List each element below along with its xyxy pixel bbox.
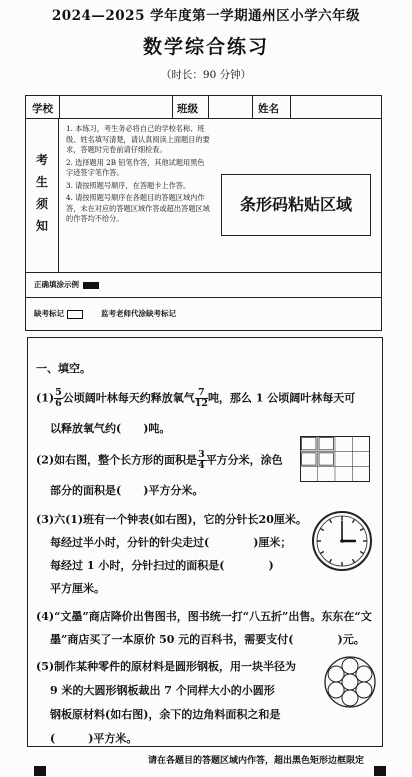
- filled-mark-icon: [83, 282, 99, 289]
- shaded-cell: [302, 438, 317, 450]
- student-info-box: [25, 95, 382, 331]
- question-text: 平方分米，涂色: [205, 453, 283, 467]
- divider: [172, 96, 173, 118]
- absent-mark-row: [34, 308, 176, 319]
- notice-char: 须: [36, 197, 49, 211]
- clock-icon: [311, 510, 373, 572]
- question-3-line-1: (3)六(1)班有一个钟表(如右图)，它的分针长20厘米。: [36, 513, 307, 526]
- shaded-cell: [319, 438, 334, 450]
- duration-note: （时长：90 分钟）: [160, 69, 252, 81]
- name-label: 姓名: [258, 103, 279, 115]
- fill-sample-label: 正确填涂示例: [34, 280, 79, 289]
- shaded-cell: [302, 453, 317, 465]
- notice-char: 考: [36, 153, 49, 167]
- absent-note: 监考老师代涂缺考标记: [101, 309, 176, 318]
- clock-tick: [353, 559, 355, 562]
- numerator: 5: [55, 387, 62, 398]
- divider: [26, 272, 381, 273]
- question-text: 吨，那么 1 公顷阔叶林每天可: [207, 391, 356, 405]
- circles-figure: [324, 656, 376, 708]
- question-text: 公顷阔叶林每天约释放氧气: [62, 391, 195, 405]
- fraction: [197, 450, 206, 471]
- question-5-line-2: 9 米的大圆形钢板裁出 7 个同样大小的小圆形: [50, 684, 275, 697]
- clock-tick: [320, 552, 323, 554]
- numerator: 3: [198, 449, 205, 460]
- question-3-line-3: 每经过 1 小时，分针扫过的面积是( ): [50, 559, 274, 572]
- question-2-line-1: [36, 450, 283, 471]
- question-5-line-1: (5)制作某种零件的原材料是圆形钢板，用一块半径为: [36, 660, 297, 673]
- question-text: (2)如右图，整个长方形的面积是: [36, 453, 198, 467]
- denominator: 4: [198, 460, 205, 471]
- notice-char: 知: [36, 219, 49, 233]
- corner-marker: [34, 766, 46, 776]
- info-header-row: [26, 96, 381, 119]
- rule-item: 3. 请按照题号顺序，在答题卡上作答。: [66, 180, 191, 190]
- shaded-rectangle-figure: [300, 436, 370, 482]
- absent-checkbox[interactable]: [67, 310, 83, 319]
- divider: [208, 96, 209, 118]
- numerator: 7: [195, 388, 208, 399]
- absent-label: 缺考标记: [34, 309, 64, 318]
- question-3-line-2: 每经过半小时，分针的针尖走过( )厘米；: [50, 536, 292, 549]
- divider: [252, 96, 253, 118]
- question-2-line-2: 部分的面积是( )平方分米。: [50, 484, 204, 497]
- clock-tick: [360, 552, 363, 554]
- section-title: 一、填空。: [36, 362, 91, 375]
- divider: [26, 297, 381, 298]
- subject-title: 数学综合练习: [142, 36, 269, 58]
- divider: [59, 96, 60, 118]
- denominator: 6: [55, 398, 62, 409]
- class-label: 班级: [177, 103, 198, 115]
- notice-char: 生: [36, 175, 49, 189]
- rule-item: 4. 请按照题号顺序在各题目的答题区域内作答，未在对应的答题区域作答或超出答题区域的作答均不给分。: [66, 193, 210, 223]
- question-1-line-2: 以释放氧气约( )吨。: [50, 422, 171, 435]
- clock-tick: [320, 529, 323, 531]
- question-5-line-4: ( )平方米。: [50, 732, 138, 745]
- denominator: 12: [194, 398, 208, 409]
- footer-note: 请在各题目的答题区域内作答，超出黑色矩形边框限定: [148, 756, 365, 766]
- shaded-cell: [319, 453, 334, 465]
- divider: [290, 96, 291, 118]
- barcode-area: 条形码粘贴区域: [221, 174, 371, 236]
- clock-tick: [353, 519, 355, 522]
- clock-tick: [360, 529, 363, 531]
- question-3-line-4: 平方厘米。: [50, 582, 105, 595]
- question-5-line-3: 钢板原材料(如右图)，余下的边角料面积之和是: [50, 708, 281, 721]
- question-4-line-1: (4)“文墨”商店降价出售图书，图书统一打“八五折”出售。东东在“文: [36, 610, 372, 623]
- notice-column: [26, 119, 59, 273]
- rule-item: 2. 选择题用 2B 铅笔作答，其他试题用黑色字迹签字笔作答。: [66, 157, 205, 177]
- school-label: 学校: [32, 103, 53, 115]
- corner-marker: [374, 766, 386, 776]
- question-4-line-2: 墨”商店买了一本原价 50 元的百科书，需要支付( )元。: [50, 633, 365, 646]
- answer-region: [27, 337, 383, 747]
- clock-tick: [330, 519, 332, 522]
- fraction: [54, 388, 63, 409]
- question-number: (1): [36, 391, 55, 405]
- question-1-line-1: [36, 388, 355, 409]
- rule-item: 1. 本练习，考生务必将自己的学校名称、班级、姓名填写清楚，请认真阅读上面题目的要求，答题时完卷前请仔细检查。: [66, 124, 210, 154]
- clock-tick: [330, 559, 332, 562]
- exam-rules: [66, 124, 211, 227]
- fill-sample: [34, 279, 99, 290]
- fraction: [195, 388, 208, 409]
- exam-title: 2024—2025 学年度第一学期通州区小学六年级: [51, 8, 361, 24]
